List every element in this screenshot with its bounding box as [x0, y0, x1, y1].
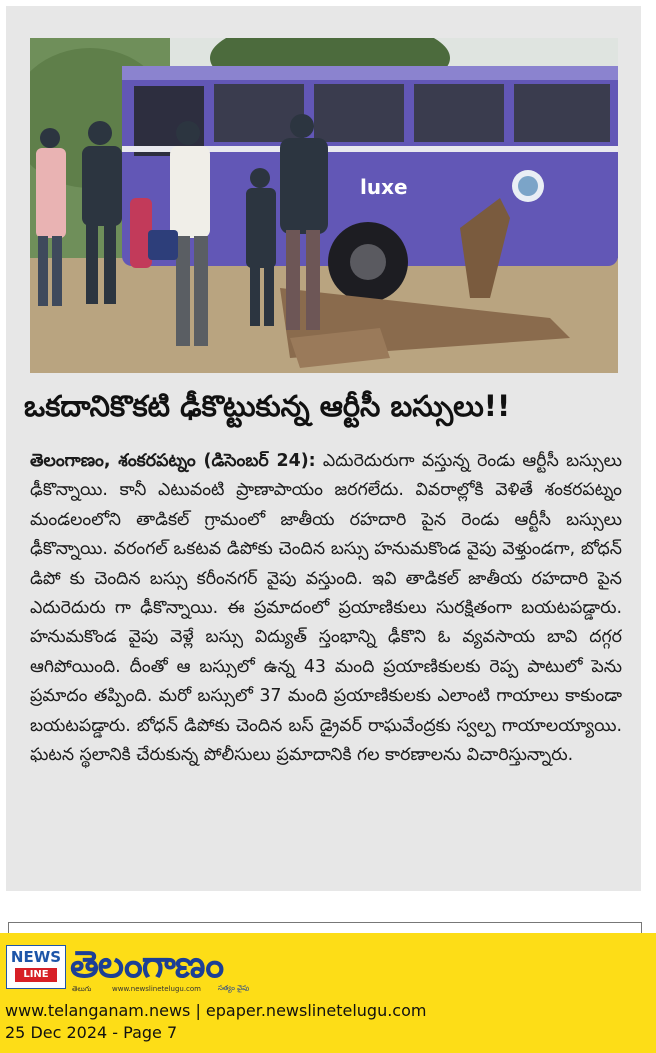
bus-accident-photo — [30, 38, 618, 373]
masthead-subtitle: తెలుగు — [72, 985, 92, 993]
logo-line-text: LINE — [15, 968, 57, 982]
footer-bar — [0, 933, 656, 1053]
article-dateline: తెలంగాణం, శంకరపట్నం (డిసెంబర్ 24): — [30, 451, 316, 471]
article-body — [30, 447, 622, 770]
masthead-tagline: సత్యం వైపు — [218, 984, 250, 992]
article-headline: ఒకదానికొకటి ఢీకొట్టుకున్న ఆర్టీసీ బస్సులు!! — [24, 389, 511, 423]
masthead-title: తెలంగాణం — [70, 943, 224, 986]
bus-lettering: luxe — [360, 175, 408, 199]
footer-urls: www.telanganam.news | epaper.newslinetelugu.com — [5, 1001, 427, 1020]
article-text: ఎదురెదురుగా వస్తున్న రెండు ఆర్టీసీ బస్సులు ఢీకొన్నాయి. కానీ ఎటువంటి ప్రాణాపాయం జరగలేదు. వివరాల్లోకి వెళితే శంకరపట్నం మండలంలోని తాడికల్ గ్రామంలో జాతీయ రహదారి పైన రెండు ఆర్టీసీ బస్సులు ఢీకొన్నాయి. వరంగల్ ఒకటవ డిపోకు చెందిన బస్సు హనుమకొండ వైపు వెళ్తుండగా, బోధన్ డిపో కు చెందిన బస్సు కరీంనగర్ వైపు వస్తుంది. ఇవి తాడికల్ జాతీయ రహదారి పైన ఎదురెదురు గా ఢీకొన్నాయి. ఈ ప్రమాదంలో ప్రయాణికులు సురక్షితంగా బయటపడ్డారు. హనుమకొండ వైపు వెళ్లే బస్సు విద్యుత్ స్తంభాన్ని ఢీకొని ఓ వ్యవసాయ బావి దగ్గర ఆగిపోయింది. దీంతో ఆ బస్సులో ఉన్న 43 మంది ప్రయాణికులకు రెప్ప పాటులో పెను ప్రమాదం తప్పింది. మరో బస్సులో 37 మంది ప్రయాణికులకు ఎలాంటి గాయాలు కాకుండా బయటపడ్డారు. బోధన్ డిపోకు చెందిన బస్ డ్రైవర్ రాఘవేంద్రకు స్వల్ప గాయాలయ్యాయి. ఘటన స్థలానికి చేరుకున్న పోలీసులు ప్రమాదానికి గల కారణాలను విచారిస్తున్నారు. — [30, 451, 622, 766]
article-card — [6, 6, 641, 891]
article-photo — [30, 38, 618, 373]
newsline-logo — [6, 945, 66, 989]
logo-news-text: NEWS — [10, 948, 62, 966]
footer-date-page: 25 Dec 2024 - Page 7 — [5, 1023, 178, 1042]
masthead-url: www.newslinetelugu.com — [112, 985, 201, 993]
